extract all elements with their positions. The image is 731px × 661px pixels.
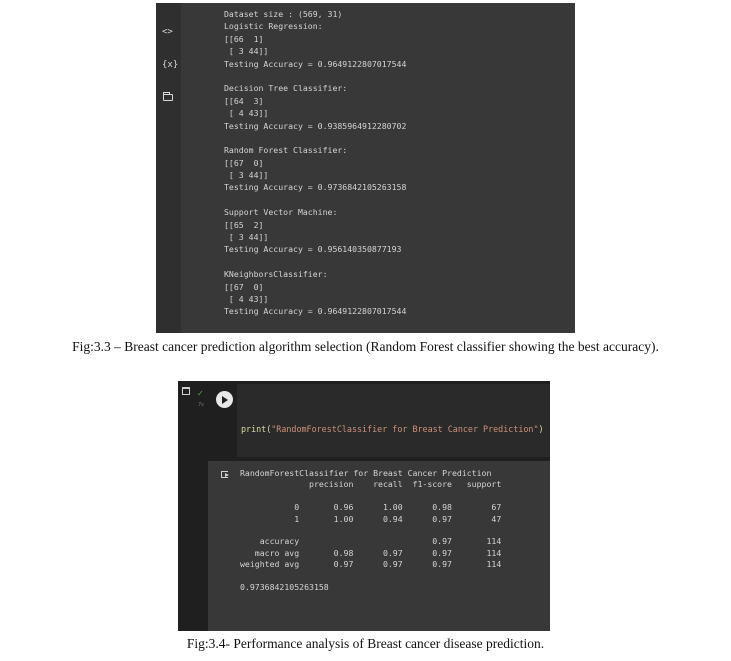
code-line-1: print("RandomForestClassifier for Breast Cancer Prediction") <box>241 424 544 435</box>
model-comparison-output <box>224 8 571 318</box>
output-line <box>224 256 571 268</box>
report-line: 1 1.00 0.94 0.97 47 <box>240 513 502 524</box>
output-line: [ 3 44]] <box>224 46 269 57</box>
folder-icon[interactable] <box>163 94 173 101</box>
cell-frame-icon[interactable] <box>182 387 190 395</box>
output-line: [[64 3] <box>224 95 264 106</box>
output-line: Dataset size : (569, 31) <box>224 9 343 19</box>
report-line: weighted avg 0.97 0.97 0.97 114 <box>240 559 502 570</box>
output-line: [ 4 43]] <box>224 293 269 304</box>
output-line: Random Forest Classifier: <box>224 145 348 156</box>
classification-report <box>240 468 550 593</box>
execution-time: 7s <box>198 402 204 408</box>
output-line: Testing Accuracy = 0.956140350877193 <box>224 244 402 255</box>
output-line: [[67 0] <box>224 281 264 292</box>
colab-output-panel <box>156 3 575 333</box>
output-line: Testing Accuracy = 0.9649122807017544 <box>224 58 407 69</box>
report-line: 0 0.96 1.00 0.98 67 <box>240 502 502 513</box>
run-cell-button[interactable] <box>216 391 233 408</box>
report-line: accuracy 0.97 114 <box>240 536 502 547</box>
sidebar-gutter <box>156 3 181 333</box>
report-line: precision recall f1-score support <box>240 479 502 490</box>
code-icon[interactable]: <> <box>162 27 173 37</box>
report-line <box>240 491 550 502</box>
colab-code-cell <box>178 381 550 631</box>
report-line: RandomForestClassifier for Breast Cancer Prediction <box>240 468 492 478</box>
output-line <box>224 132 571 144</box>
figure-caption-3-3: Fig:3.3 – Breast cancer prediction algorithm selection (Random Forest classifier showing the best accuracy). <box>72 339 659 354</box>
report-line <box>240 571 550 582</box>
check-icon: ✓ <box>197 389 204 398</box>
output-icon[interactable] <box>221 471 228 478</box>
output-line: [[66 1] <box>224 33 264 44</box>
cell-output <box>208 461 550 631</box>
output-line: [[65 2] <box>224 219 264 230</box>
output-line: [ 3 44]] <box>224 170 269 181</box>
report-line <box>240 525 550 536</box>
output-line: [[67 0] <box>224 157 264 168</box>
report-line: 0.9736842105263158 <box>240 581 329 592</box>
output-line <box>224 70 571 82</box>
figure-caption-3-4: Fig:3.4- Performance analysis of Breast cancer disease prediction. <box>186 636 545 651</box>
output-line: Testing Accuracy = 0.9649122807017544 <box>224 306 407 317</box>
output-line: KNeighborsClassifier: <box>224 269 328 280</box>
output-line: Support Vector Machine: <box>224 207 338 218</box>
output-line: Testing Accuracy = 0.9736842105263158 <box>224 182 407 193</box>
output-line: [ 3 44]] <box>224 232 269 243</box>
cell-gutter <box>178 381 208 631</box>
output-line: Decision Tree Classifier: <box>224 83 348 94</box>
output-line: Logistic Regression: <box>224 21 323 32</box>
output-line: [ 4 43]] <box>224 108 269 119</box>
code-editor[interactable] <box>237 384 550 457</box>
report-line: macro avg 0.98 0.97 0.97 114 <box>240 547 502 558</box>
output-line <box>224 194 571 206</box>
variables-icon[interactable]: {x} <box>162 60 179 70</box>
output-line: Testing Accuracy = 0.9385964912280702 <box>224 120 407 131</box>
